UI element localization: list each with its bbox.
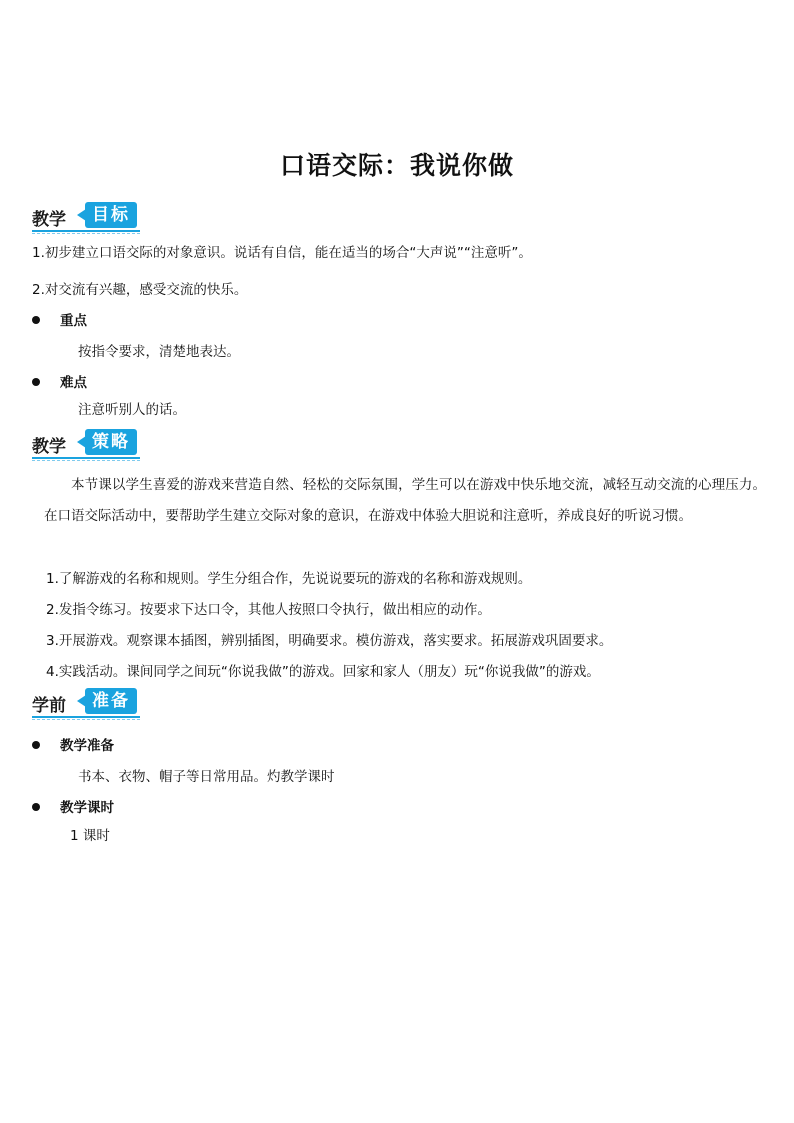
section-lead: 教学: [32, 437, 66, 457]
difficulty-label: 难点: [60, 375, 87, 391]
section-underline-dashed: [32, 233, 140, 235]
section-tag: 准备: [85, 688, 137, 714]
difficulty-text: 注意听别人的话。: [78, 402, 186, 418]
strategy-intro: 本节课以学生喜爱的游戏来营造自然、轻松的交际氛围，学生可以在游戏中快乐地交流，减轻互动交流的心理压力。在口语交际活动中，要帮助学生建立交际对象的意识，在游戏中体验大胆说和注意听，养成良好的听说习惯。: [44, 477, 766, 524]
key-point-text: 按指令要求，清楚地表达。: [78, 344, 240, 360]
hours-label: 教学课时: [60, 800, 114, 816]
strategy-item-2: 2.发指令练习。按要求下达口令，其他人按照口令执行，做出相应的动作。: [46, 602, 491, 618]
section-tag: 目标: [85, 202, 137, 228]
objective-1: 1.初步建立口语交际的对象意识。说话有自信，能在适当的场合“大声说”“注意听”。: [32, 245, 532, 261]
objective-2: 2.对交流有兴趣，感受交流的快乐。: [32, 282, 248, 298]
bullet-icon: [32, 316, 40, 324]
section-underline: [32, 716, 140, 718]
section-underline-dashed: [32, 460, 140, 462]
section-underline: [32, 457, 140, 459]
strategy-item-4: 4.实践活动。课间同学之间玩“你说我做”的游戏。回家和家人（朋友）玩“你说我做”的游戏。: [46, 664, 600, 680]
strategy-item-1: 1.了解游戏的名称和规则。学生分组合作，先说说要玩的游戏的名称和游戏规则。: [46, 571, 532, 587]
key-point-label: 重点: [60, 313, 87, 329]
page-title: 口语交际：我说你做: [279, 151, 514, 180]
bullet-icon: [32, 378, 40, 386]
section-lead: 教学: [32, 210, 66, 230]
hours-text: 1 课时: [70, 828, 110, 844]
section-underline: [32, 230, 140, 232]
section-underline-dashed: [32, 719, 140, 721]
section-tag: 策略: [85, 429, 137, 455]
bullet-icon: [32, 741, 40, 749]
section-lead: 学前: [32, 696, 66, 716]
prep-label: 教学准备: [60, 738, 114, 754]
strategy-item-3: 3.开展游戏。观察课本插图，辨别插图，明确要求。模仿游戏，落实要求。拓展游戏巩固要求。: [46, 633, 613, 649]
bullet-icon: [32, 803, 40, 811]
prep-text: 书本、衣物、帽子等日常用品。灼教学课时: [78, 769, 335, 785]
